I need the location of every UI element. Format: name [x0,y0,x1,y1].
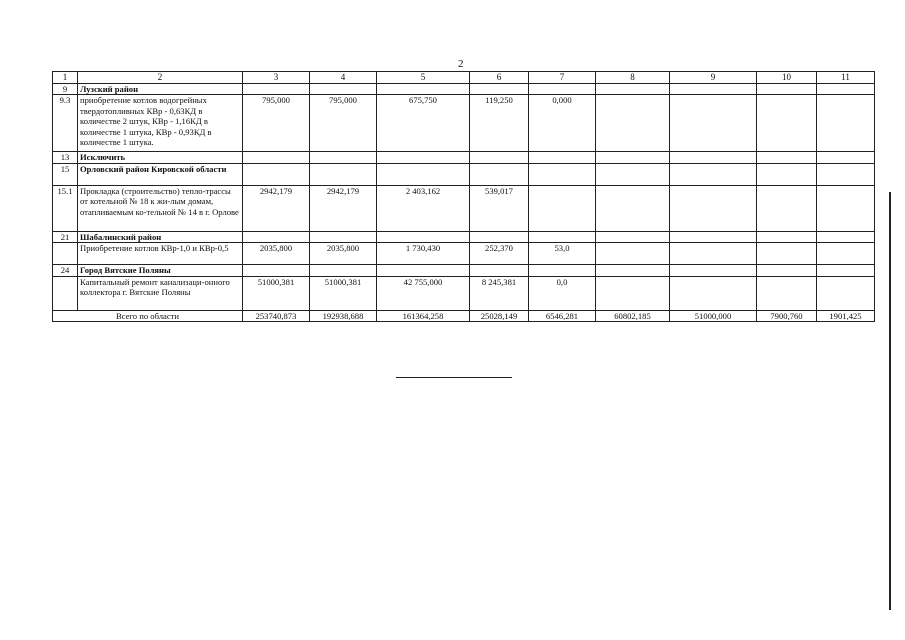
value-cell: 2942,179 [310,185,377,231]
value-cell [470,152,529,163]
section-row [53,163,875,185]
value-cell [670,84,757,95]
total-value-cell: 253740,873 [243,310,310,321]
total-value-cell: 6546,281 [529,310,596,321]
item-name-cell: Приобретение котлов КВр-1,0 и КВр-0,5 [78,243,243,265]
row-number-cell [53,243,78,265]
value-cell [757,276,817,310]
item-name-cell: приобретение котлов водогрейных твердотопливных КВр - 0,63КД в количестве 2 штук, КВр - 1,16КД в количестве 1 штука, КВр - 0,93КД в количестве 1 штука. [78,95,243,152]
value-cell [757,185,817,231]
section-name-cell: Исключить [78,152,243,163]
value-cell [310,84,377,95]
value-cell [757,84,817,95]
item-row [53,276,875,310]
item-row [53,243,875,265]
row-number-cell: 9.3 [53,95,78,152]
value-cell [670,95,757,152]
section-row [53,84,875,95]
separator-line [396,377,512,378]
value-cell [470,84,529,95]
column-number-cell: 5 [377,72,470,84]
row-number-cell: 9 [53,84,78,95]
total-value-cell: 161364,258 [377,310,470,321]
value-cell: 8 245,381 [470,276,529,310]
value-cell [670,231,757,242]
value-cell [817,84,875,95]
column-number-cell: 2 [78,72,243,84]
value-cell [310,231,377,242]
value-cell [377,265,470,276]
column-number-cell: 6 [470,72,529,84]
row-number-cell: 13 [53,152,78,163]
value-cell: 51000,381 [310,276,377,310]
column-number-cell: 3 [243,72,310,84]
value-cell [670,265,757,276]
value-cell [529,152,596,163]
section-name-cell: Лузский район [78,84,243,95]
value-cell: 0,0 [529,276,596,310]
value-cell [596,185,670,231]
value-cell [596,163,670,185]
value-cell [243,231,310,242]
value-cell [529,265,596,276]
value-cell [670,243,757,265]
value-cell: 2035,800 [243,243,310,265]
value-cell [470,265,529,276]
value-cell: 119,250 [470,95,529,152]
section-name-cell: Орловский район Кировской области [78,163,243,185]
total-row [53,310,875,321]
section-name-cell: Город Вятские Поляны [78,265,243,276]
section-row [53,231,875,242]
value-cell [243,152,310,163]
item-row [53,95,875,152]
value-cell [377,163,470,185]
value-cell [757,231,817,242]
value-cell [817,276,875,310]
value-cell [529,185,596,231]
value-cell [243,84,310,95]
value-cell: 51000,381 [243,276,310,310]
row-number-cell: 15 [53,163,78,185]
total-value-cell: 192938,688 [310,310,377,321]
value-cell [596,265,670,276]
value-cell [243,265,310,276]
value-cell [670,276,757,310]
value-cell [470,163,529,185]
column-number-row [53,72,875,84]
value-cell: 539,017 [470,185,529,231]
value-cell [817,265,875,276]
value-cell: 53,0 [529,243,596,265]
value-cell [596,231,670,242]
item-name-cell: Капитальный ремонт канализаци-онного коллектора г. Вятские Поляны [78,276,243,310]
value-cell: 1 730,430 [377,243,470,265]
value-cell [817,152,875,163]
section-row [53,265,875,276]
column-number-cell: 7 [529,72,596,84]
row-number-cell: 21 [53,231,78,242]
value-cell: 675,750 [377,95,470,152]
value-cell [310,163,377,185]
item-name-cell: Прокладка (строительство) тепло-трассы от котельной № 18 к жи-лым домам, отапливаемым ко-тельной № 14 в г. Орлове [78,185,243,231]
total-label-cell: Всего по области [53,310,243,321]
column-number-cell: 11 [817,72,875,84]
value-cell: 795,000 [310,95,377,152]
value-cell [529,231,596,242]
value-cell [596,276,670,310]
total-value-cell: 60802,185 [596,310,670,321]
row-number-cell: 24 [53,265,78,276]
value-cell [757,163,817,185]
value-cell [596,84,670,95]
value-cell [817,163,875,185]
total-value-cell: 1901,425 [817,310,875,321]
value-cell: 2 403,162 [377,185,470,231]
value-cell [757,265,817,276]
value-cell [529,163,596,185]
value-cell [670,163,757,185]
value-cell [757,95,817,152]
value-cell [817,243,875,265]
value-cell [243,163,310,185]
column-number-cell: 9 [670,72,757,84]
value-cell [757,243,817,265]
page-number: 2 [458,58,464,70]
value-cell [817,231,875,242]
value-cell [596,95,670,152]
total-value-cell: 7900,760 [757,310,817,321]
row-number-cell: 15.1 [53,185,78,231]
value-cell [310,152,377,163]
value-cell [596,152,670,163]
total-value-cell: 25028,149 [470,310,529,321]
value-cell [670,185,757,231]
value-cell [377,84,470,95]
total-value-cell: 51000,000 [670,310,757,321]
column-number-cell: 10 [757,72,817,84]
value-cell: 252,370 [470,243,529,265]
value-cell [596,243,670,265]
value-cell [817,95,875,152]
row-number-cell [53,276,78,310]
value-cell [670,152,757,163]
item-row [53,185,875,231]
funding-table [52,71,875,322]
value-cell: 795,000 [243,95,310,152]
value-cell: 42 755,000 [377,276,470,310]
value-cell: 2035,800 [310,243,377,265]
value-cell [377,152,470,163]
value-cell [377,231,470,242]
value-cell [817,185,875,231]
section-name-cell: Шабалинский район [78,231,243,242]
value-cell [310,265,377,276]
section-row [53,152,875,163]
scan-edge-line [889,192,891,610]
value-cell [757,152,817,163]
value-cell: 2942,179 [243,185,310,231]
value-cell [470,231,529,242]
value-cell [529,84,596,95]
column-number-cell: 4 [310,72,377,84]
value-cell: 0,000 [529,95,596,152]
column-number-cell: 8 [596,72,670,84]
column-number-cell: 1 [53,72,78,84]
